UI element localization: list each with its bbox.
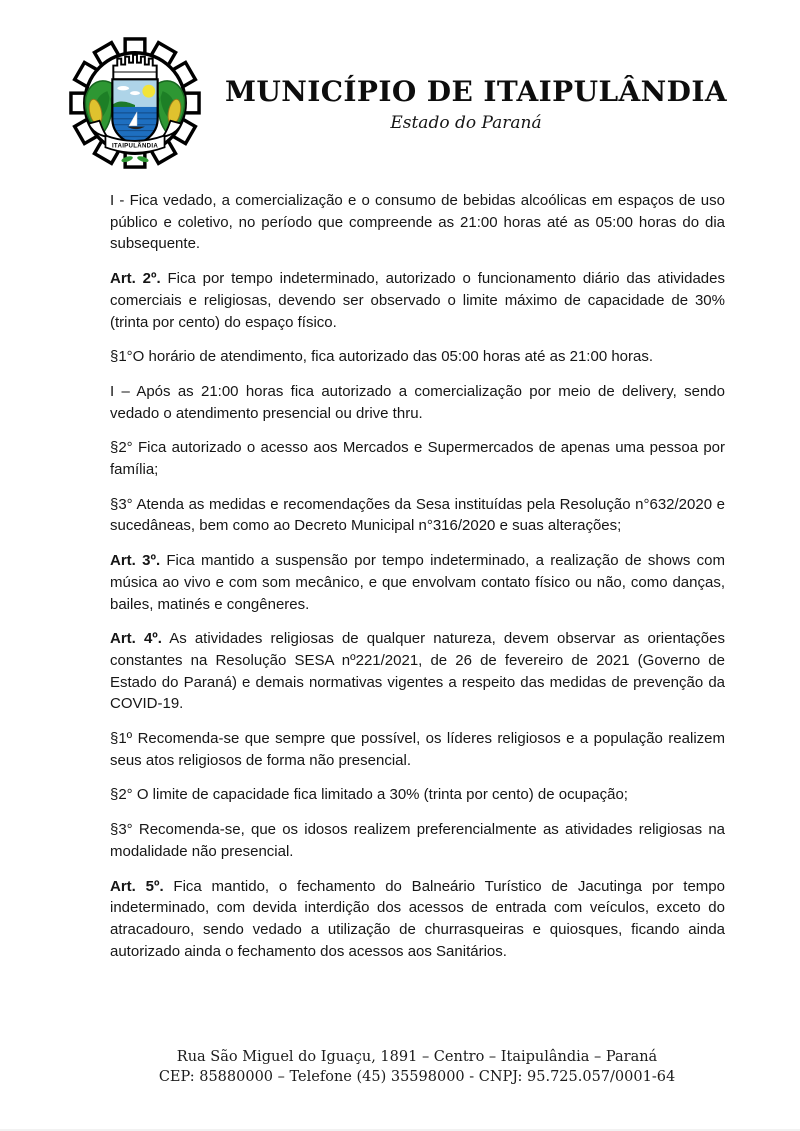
paragraph-text: §2° Fica autorizado o acesso aos Mercados e Supermercados de apenas uma pessoa por família; (110, 439, 725, 479)
article-lead: Art. 2º. (110, 270, 161, 288)
mural-crown (113, 55, 156, 80)
paragraph-s3-idosos (110, 819, 725, 862)
paragraph-text: As atividades religiosas de qualquer natureza, devem observar as orientações constantes na Resolução SESA nº221/2021, de 26 de fevereiro de 2021 (Governo de Estado do Paraná) e demais normativas vigentes a respeito das medidas de prevenção da COVID-19. (110, 630, 725, 713)
paragraph-s2-mercados (110, 437, 725, 480)
coat-of-arms-icon (55, 36, 215, 170)
paragraph-item-after21 (110, 381, 725, 424)
article-lead: Art. 3º. (110, 552, 161, 570)
shield (112, 79, 157, 146)
paragraph-article-4 (110, 628, 725, 715)
paragraph-text: §1º Recomenda-se que sempre que possível, os líderes religiosos e a população realizem seus atos religiosos de forma não presencial. (110, 730, 725, 769)
paragraph-text: Fica mantido a suspensão por tempo indeterminado, a realização de shows com música ao vivo e com som mecânico, e que envolvam contato físico ou não, como danças, bailes, matinés e congêneres. (110, 552, 725, 613)
footer (0, 1048, 800, 1087)
footer-address-line: Rua São Miguel do Iguaçu, 1891 – Centro – Itaipulândia – Paraná (176, 1049, 658, 1065)
article-lead: Art. 5º. (110, 877, 164, 895)
footer-contact-line: CEP: 85880000 – Telefone (45) 35598000 - CNPJ: 95.725.057/0001-64 (158, 1068, 676, 1085)
paragraph-article-3 (110, 550, 725, 615)
document-body (110, 190, 725, 975)
paragraph-text: Fica mantido, o fechamento do Balneário Turístico de Jacutinga por tempo indeterminado, com devida interdição dos acessos de entrada com veículos, exceto do atracadouro, sendo vedado a utilização de churrasqueiras e quiosques, ficando ainda autorizado ainda o fechamento dos acessos aos Sanitários. (110, 877, 725, 960)
municipality-title: MUNICÍPIO DE ITAIPULÂNDIA (225, 75, 727, 108)
paragraph-item-1 (110, 190, 725, 255)
paragraph-text: I – Após as 21:00 horas fica autorizado a comercialização por meio de delivery, sendo vedado o atendimento presencial ou drive thru. (110, 382, 725, 422)
state-subtitle: Estado do Paraná (390, 113, 542, 134)
paragraph-text: Fica por tempo indeterminado, autorizado o funcionamento diário das atividades comerciais e religiosas, devendo ser observado o limite máximo de capacidade de 30% (trinta por cento) do espaço físico. (110, 270, 725, 331)
paragraph-article-2 (110, 268, 725, 333)
paragraph-text: §1°O horário de atendimento, fica autorizado das 05:00 horas até as 21:00 horas. (110, 348, 654, 366)
article-lead: Art. 4º. (110, 630, 162, 648)
header-title-block (225, 75, 727, 134)
paragraph-text: §2° O limite de capacidade fica limitado a 30% (trinta por cento) de ocupação; (110, 786, 628, 804)
paragraph-s3-sesa (110, 494, 725, 537)
paragraph-text: §3° Recomenda-se, que os idosos realizem preferencialmente as atividades religiosas na modalidade não presencial. (110, 821, 725, 860)
paragraph-text: §3° Atenda as medidas e recomendações da Sesa instituídas pela Resolução n°632/2020 e sucedâneas, bem como ao Decreto Municipal n°316/2020 e suas alterações; (110, 495, 725, 535)
paragraph-text: I - Fica vedado, a comercialização e o consumo de bebidas alcoólicas em espaços de uso público e coletivo, no período que compreende as 21:00 horas até as 05:00 horas do dia subsequente. (110, 192, 725, 253)
paragraph-s1 (110, 346, 725, 368)
paragraph-article-5 (110, 876, 725, 963)
paragraph-s1-religiosos (110, 728, 725, 771)
sun (142, 85, 155, 98)
paragraph-s2-capacidade (110, 784, 725, 806)
ribbon-text: ITAIPULÂNDIA (111, 142, 159, 150)
